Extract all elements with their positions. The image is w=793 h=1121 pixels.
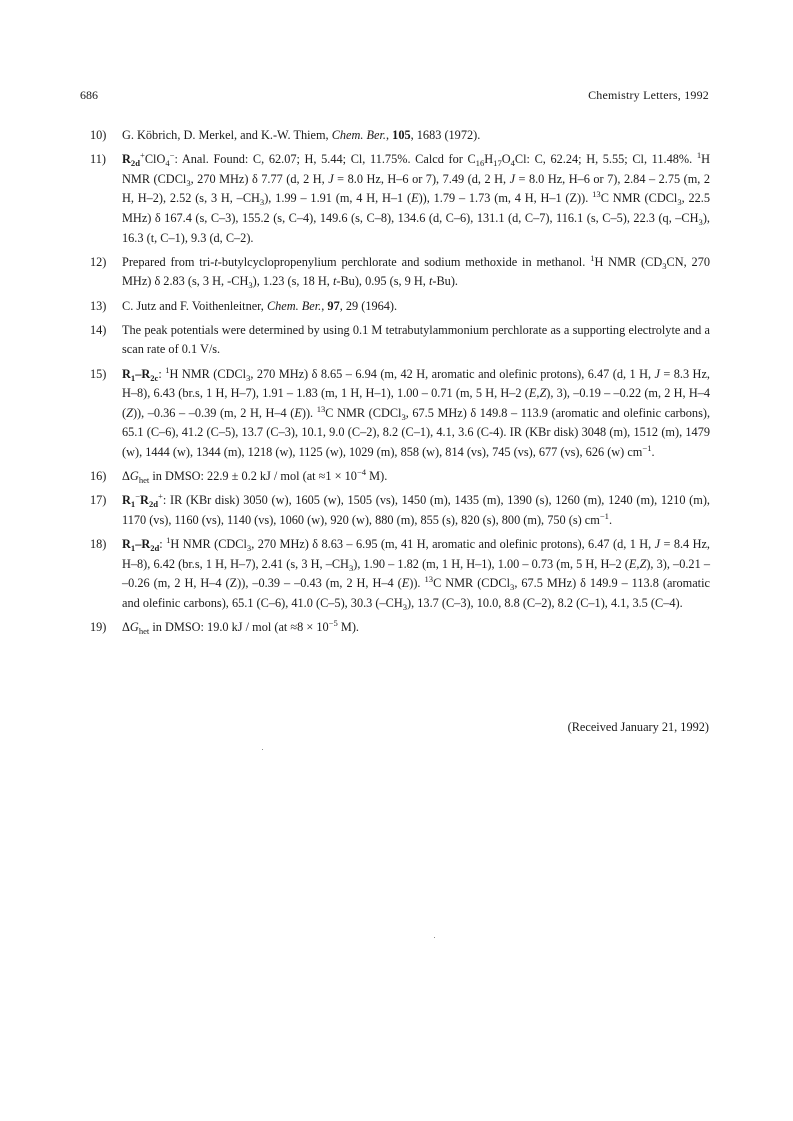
reference-number: 14) [90, 322, 107, 337]
reference-text: $\Delta G_{het}$ in DMSO: 19.0 kJ / mol ($at \approx 8 \times 10^{-5}$ M). [122, 618, 360, 636]
reference-text: C. Jutz and F. Voithenleitner, Chem. Ber., 97, 29 (1964). [122, 298, 398, 313]
reference-item [80, 491, 710, 530]
reference-item [80, 467, 710, 487]
reference-number: 13) [90, 298, 107, 313]
reference-number: 18) [90, 537, 107, 552]
reference-number: 15) [90, 366, 107, 381]
reference-number: 10) [90, 128, 107, 142]
reference-item [80, 126, 710, 146]
scan-speck [434, 937, 435, 938]
reference-item [80, 297, 710, 317]
reference-text: G. Köbrich, D. Merkel, and K.-W. Thiem, Chem. Ber., 105, 1683 (1972). [122, 128, 481, 142]
reference-number: 17) [90, 493, 107, 508]
reference-text: $R_1-R_{2d}$: $^1$H NMR (CDCl$_3$, 270 MHz) δ 8.63 – 6.95 (m, 41 H, aromatic and olefinic protons), 6.47 (d, 1 H, J = 8.4 Hz, H–8), 6.42 (br.s, 1 H, H–7), 2.41 (s, 3 H, $-CH_3$), 1.90 – 1.82 (m, 1 H, H–1), 1.00 – 0.73 (m, 5 H, H–2 (E,Z), 3), –0.21 – –0.26 (m, 2 H, H–4 (Z)), –0.39 – –0.43 (m, 2 H, H–4 (E)). $^{13}$C NMR (CDCl$_3$, 67.5 MHz) δ 149.9 – 113.8 (aromatic and olefinic carbons), 65.1 (C–6), 41.0 (C–5), 30.3 $(-CH_3)$, 13.7 (C–3), 10.0, 8.8 (C–2), 8.2 (C–1), 4.1, 3.5 (C–4). [122, 535, 710, 612]
reference-item [80, 253, 710, 292]
reference-text: The peak potentials were determined by using 0.1 M tetrabutylammonium perchlorate as a supporting electrolyte and a scan rate of 0.1 V/s. [122, 322, 710, 357]
reference-item [80, 321, 710, 360]
reference-list [80, 126, 710, 642]
reference-number: 11) [90, 152, 106, 167]
scan-speck [262, 749, 263, 750]
reference-text: $R_1-R_{2c}$: $^1$H NMR (CDCl$_3$, 270 MHz) δ 8.65 – 6.94 (m, 42 H, aromatic and olefinic protons), 6.47 (d, 1 H, J = 8.3 Hz, H–8), 6.43 (br.s, 1 H, H–7), 1.91 – 1.83 (m, 1 H, H–1), 1.00 – 0.71 (m, 5 H, H–2 (E,Z), 3), –0.19 – –0.22 (m, 2 H, H–4 (Z)), –0.36 – –0.39 (m, 2 H, H–4 (E)). $^{13}$C NMR (CDCl$_3$, 67.5 MHz) δ 149.8 – 113.9 (aromatic and olefinic carbons), 65.1 (C–6), 41.2 (C–5), 13.7 (C–3), 10.1, 9.0 (C–2), 8.2 (C–1), 4.1, 3.6 (C-4). IR (KBr disk) 3048 (m), 1512 (m), 1479 (w), 1444 (w), 1344 (m), 1218 (w), 1125 (w), 1029 (m), 858 (w), 814 (vs), 745 (vs), 677 (vs), 626 (w) $cm^{-1}$. [122, 364, 711, 459]
reference-number: 19) [90, 620, 107, 634]
reference-item [80, 150, 710, 248]
reference-item [80, 535, 710, 613]
reference-item [80, 618, 710, 638]
reference-text: $\Delta G_{het}$ in DMSO: 22.9 ± 0.2 kJ / mol ($at \approx 1 \times 10^{-4}$ M). [122, 467, 388, 486]
page-header [80, 88, 709, 104]
reference-item [80, 365, 710, 463]
reference-number: 12) [90, 254, 107, 269]
reference-text: $R_1^-R_{2d}^+$: IR (KBr disk) 3050 (w), 1605 (w), 1505 (vs), 1450 (m), 1435 (m), 1390 (s), 1260 (m), 1240 (m), 1210 (m), 1170 (vs), 1160 (vs), 1140 (vs), 1060 (w), 920 (w), 880 (m), 855 (s), 820 (s), 800 (m), 750 (s) $cm^{-1}$. [122, 491, 710, 527]
reference-text: Prepared from tri-t-butylcyclopropenylium perchlorate and sodium methoxide in methanol. $^1$H NMR ($CD_3CN$, 270 MHz) δ 2.83 (s, 3 H, $-CH_3$), 1.23 (s, 18 H, t-Bu), 0.95 (s, 9 H, t-Bu). [122, 252, 710, 291]
reference-text: $R_{2d}^+ClO_4^-$: Anal. Found: C, 62.07; H, 5.44; Cl, 11.75%. Calcd for $C_{16}H_{17}O_4Cl$: C, 62.24; H, 5.55; Cl, 11.48%. $^1$H NMR (CDCl$_3$, 270 MHz) δ 7.77 (d, 2 H, J = 8.0 Hz, H–6 or 7), 7.49 (d, 2 H, J = 8.0 Hz, H–6 or 7), 2.84 – 2.75 (m, 2 H, H–2), 2.52 (s, 3 H, $-CH_3$), 1.99 – 1.91 (m, 4 H, H–1 (E)), 1.79 – 1.73 (m, 4 H, H–1 (Z)). $^{13}$C NMR (CDCl$_3$, 22.5 MHz) δ 167.4 (s, C–3), 155.2 (s, C–4), 149.6 (s, C–8), 134.6 (d, C–6), 131.1 (d, C–7), 116.1 (s, C–5), 22.3 (q, $-CH_3$), 16.3 (t, C–1), 9.3 (d, C–2). [122, 150, 711, 245]
journal-running-title: Chemistry Letters, 1992 [588, 88, 709, 102]
reference-number: 16) [90, 469, 107, 484]
received-date: (Received January 21, 1992) [567, 720, 709, 734]
page-number: 686 [80, 88, 98, 102]
